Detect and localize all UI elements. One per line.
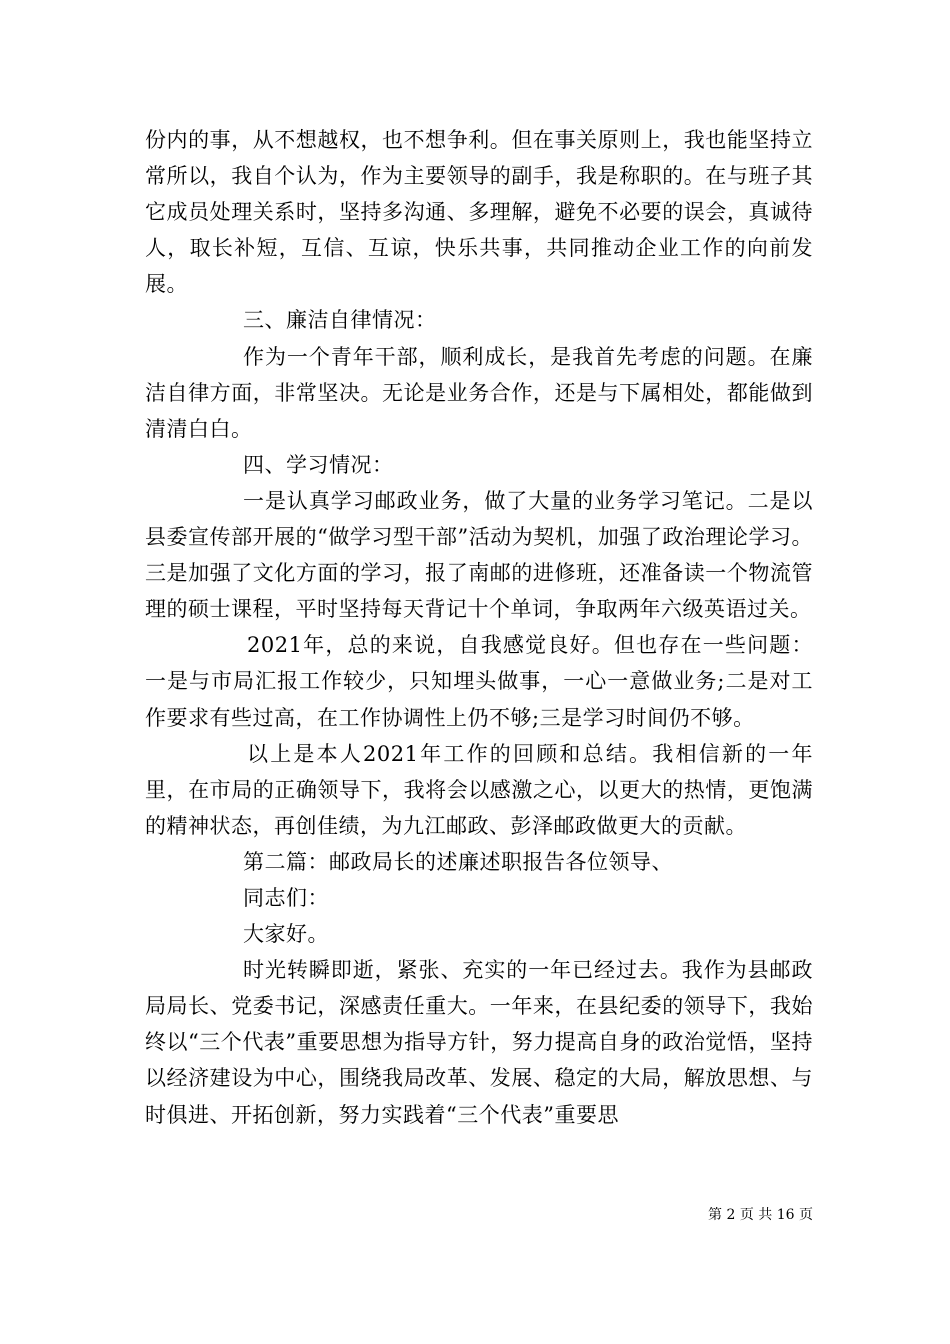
paragraph-integrity: 作为一个青年干部，顺利成长，是我首先考虑的问题。在廉洁自律方面，非常坚决。无论是业务合作，还是与下属相处，都能做到清清白白。	[145, 344, 813, 441]
paragraph-continuation: 份内的事，从不想越权，也不想争利。但在事关原则上，我也能坚持立常所以，我自个认为，作为主要领导的副手，我是称职的。在与班子其它成员处理关系时，坚持多沟通、多理解，避免不必要的误会，真诚待人，取长补短，互信、互谅，快乐共事，共同推动企业工作的向前发展。	[145, 128, 813, 297]
document-body	[145, 122, 813, 1133]
salutation-comrades: 同志们：	[243, 885, 329, 910]
section-heading-integrity: 三、廉洁自律情况：	[243, 308, 437, 333]
paragraph-report-opening: 时光转瞬即逝，紧张、充实的一年已经过去。我作为县邮政局局长、党委书记，深感责任重大。一年来，在县纪委的领导下，我始终以“三个代表”重要思想为指导方针，努力提高自身的政治觉悟，坚持以经济建设为中心，围绕我局改革、发展、稳定的大局，解放思想、与时俱进、开拓创新，努力实践着“三个代表”重要思	[145, 958, 813, 1127]
section-heading-study: 四、学习情况：	[243, 452, 394, 477]
paragraph-study: 一是认真学习邮政业务，做了大量的业务学习笔记。二是以县委宣传部开展的“做学习型干部”活动为契机，加强了政治理论学习。三是加强了文化方面的学习，报了南邮的进修班，还准备读一个物流管理的硕士课程，平时坚持每天背记十个单词，争取两年六级英语过关。	[145, 488, 813, 622]
greeting: 大家好。	[243, 922, 329, 947]
second-article-title: 第二篇：邮政局长的述廉述职报告各位领导、	[243, 849, 673, 874]
page-number-footer: 第 2 页 共 16 页	[708, 1207, 813, 1223]
paragraph-summary-problems: 2021年，总的来说，自我感觉良好。但也存在一些问题：一是与市局汇报工作较少，只知埋头做事，一心一意做业务;二是对工作要求有些过高，在工作协调性上仍不够;三是学习时间仍不够。	[145, 633, 813, 730]
paragraph-conclusion: 以上是本人2021年工作的回顾和总结。我相信新的一年里，在市局的正确领导下，我将会以感激之心，以更大的热情，更饱满的精神状态，再创佳绩，为九江邮政、彭泽邮政做更大的贡献。	[145, 741, 813, 838]
